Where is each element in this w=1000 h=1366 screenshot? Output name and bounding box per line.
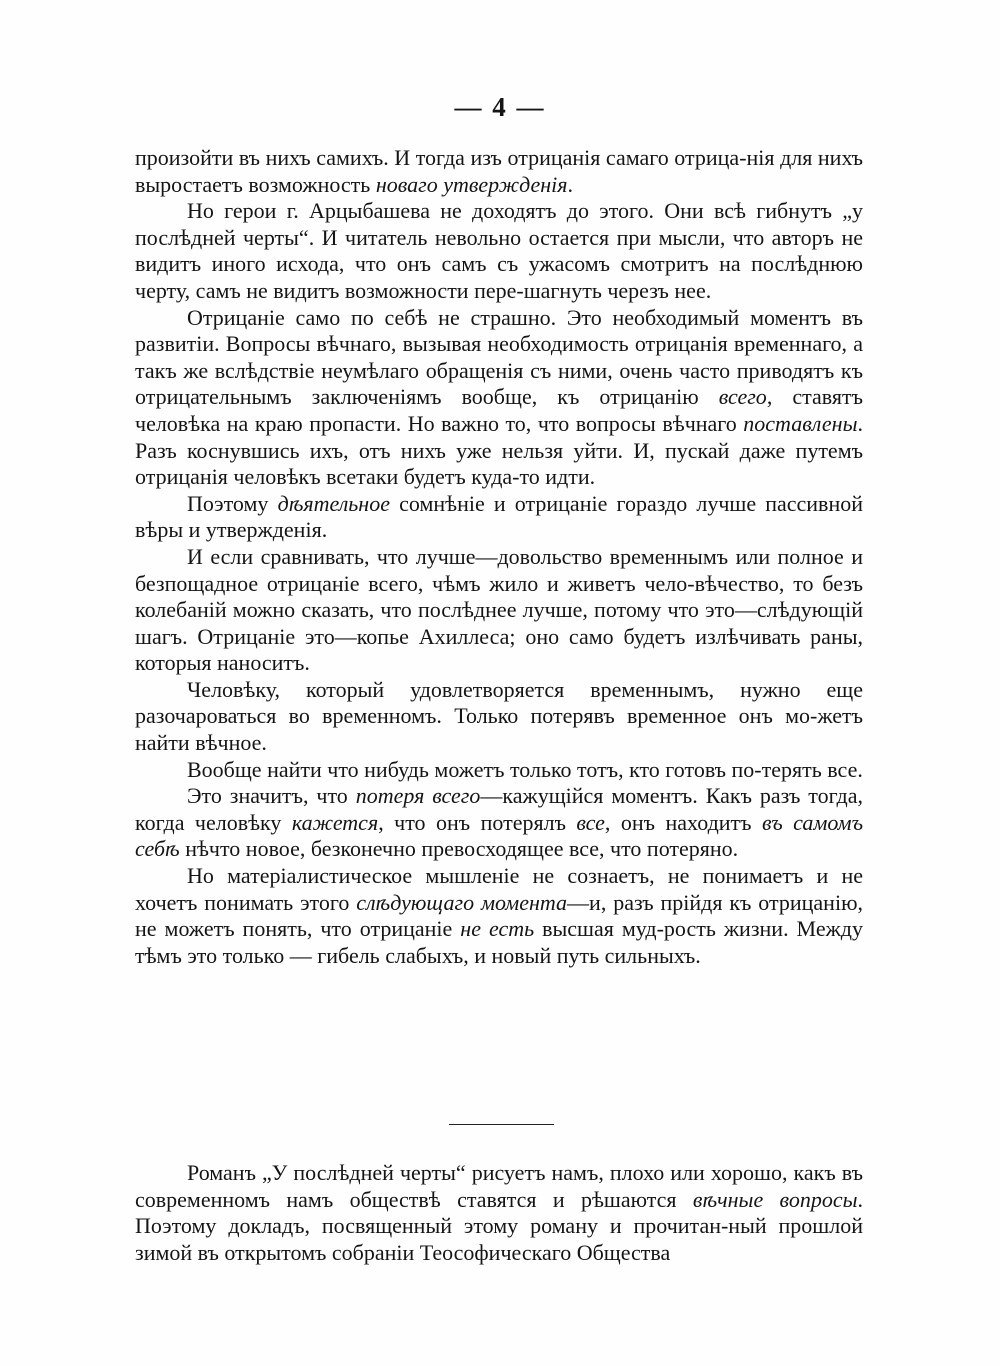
- main-paragraph: произойти въ нихъ самихъ. И тогда изъ отрицанія самаго отрица-нія для нихъ выростаетъ возможность новаго утвержденія.: [135, 145, 863, 197]
- main-paragraph: Но герои г. Арцыбашева не доходятъ до этого. Они всѣ гибнутъ „у послѣдней черты“. И читатель невольно остается при мысли, что авторъ не видитъ иного исхода, что онъ самъ съ ужасомъ смотритъ на послѣднюю черту, самъ не видитъ возможности пере-шагнуть черезъ нее.: [135, 198, 863, 303]
- appendix-text-body: [135, 1160, 863, 1266]
- main-paragraph: Но матеріалистическое мышленіе не сознаетъ, не понимаетъ и не хочетъ понимать этого слѣдующаго момента—и, разъ прійдя къ отрицанію, не можетъ понять, что отрицаніе не есть высшая муд-рость жизни. Между тѣмъ это только — гибель слабыхъ, и новый путь сильныхъ.: [135, 863, 864, 968]
- section-separator-rule: [449, 1124, 554, 1125]
- main-paragraph: И если сравнивать, что лучше—довольство временнымъ или полное и безпощадное отрицаніе всего, чѣмъ жило и живетъ чело-вѣчество, то безъ колебаній можно сказать, что послѣднее лучше, потому что это—слѣдующій шагъ. Отрицаніе это—копье Ахиллеса; оно само будетъ излѣчивать раны, которыя наноситъ.: [135, 543, 863, 676]
- main-paragraph: Отрицаніе само по себѣ не страшно. Это необходимый моментъ въ развитіи. Вопросы вѣчнаго, вызывая необходимость отрицанія временнаго, а такъ же вслѣдствіе неумѣлаго обращенія съ ними, очень часто приводятъ къ отрицательнымъ заключеніямъ вообще, къ отрицанію всего, ставятъ человѣка на краю пропасти. Но важно то, что вопросы вѣчнаго поставлены. Разъ коснувшись ихъ, отъ нихъ уже нельзя уйти. И, пускай даже путемъ отрицанія человѣкъ всетаки будетъ куда-то идти.: [135, 304, 864, 490]
- appendix-paragraph: Романъ „У послѣдней черты“ рисуетъ намъ, плохо или хорошо, какъ въ современномъ намъ обществѣ ставятся и рѣшаются вѣчные вопросы. Поэтому докладъ, посвященный этому роману и прочитан-ный прошлой зимой въ открытомъ собраніи Теософическаго Общества: [135, 1160, 863, 1265]
- main-text-body: [135, 145, 863, 969]
- main-paragraph: Вообще найти что нибудь можетъ только тотъ, кто готовъ по-терять все.: [187, 756, 863, 782]
- main-paragraph: Человѣку, который удовлетворяется временнымъ, нужно еще разочароваться во временномъ. Только потерявъ временное онъ мо-жетъ найти вѣчное.: [135, 676, 863, 756]
- main-paragraph: Поэтому дѣятельное сомнѣніе и отрицаніе гораздо лучше пассивной вѣры и утвержденія.: [135, 490, 863, 543]
- page-number: — 4 —: [454, 92, 546, 122]
- main-paragraph: Это значитъ, что потеря всего—кажущійся моментъ. Какъ разъ тогда, когда человѣку кажется, что онъ потерялъ все, онъ находитъ въ самомъ себѣ нѣчто новое, безконечно превосходящее все, что потеряно.: [135, 783, 864, 862]
